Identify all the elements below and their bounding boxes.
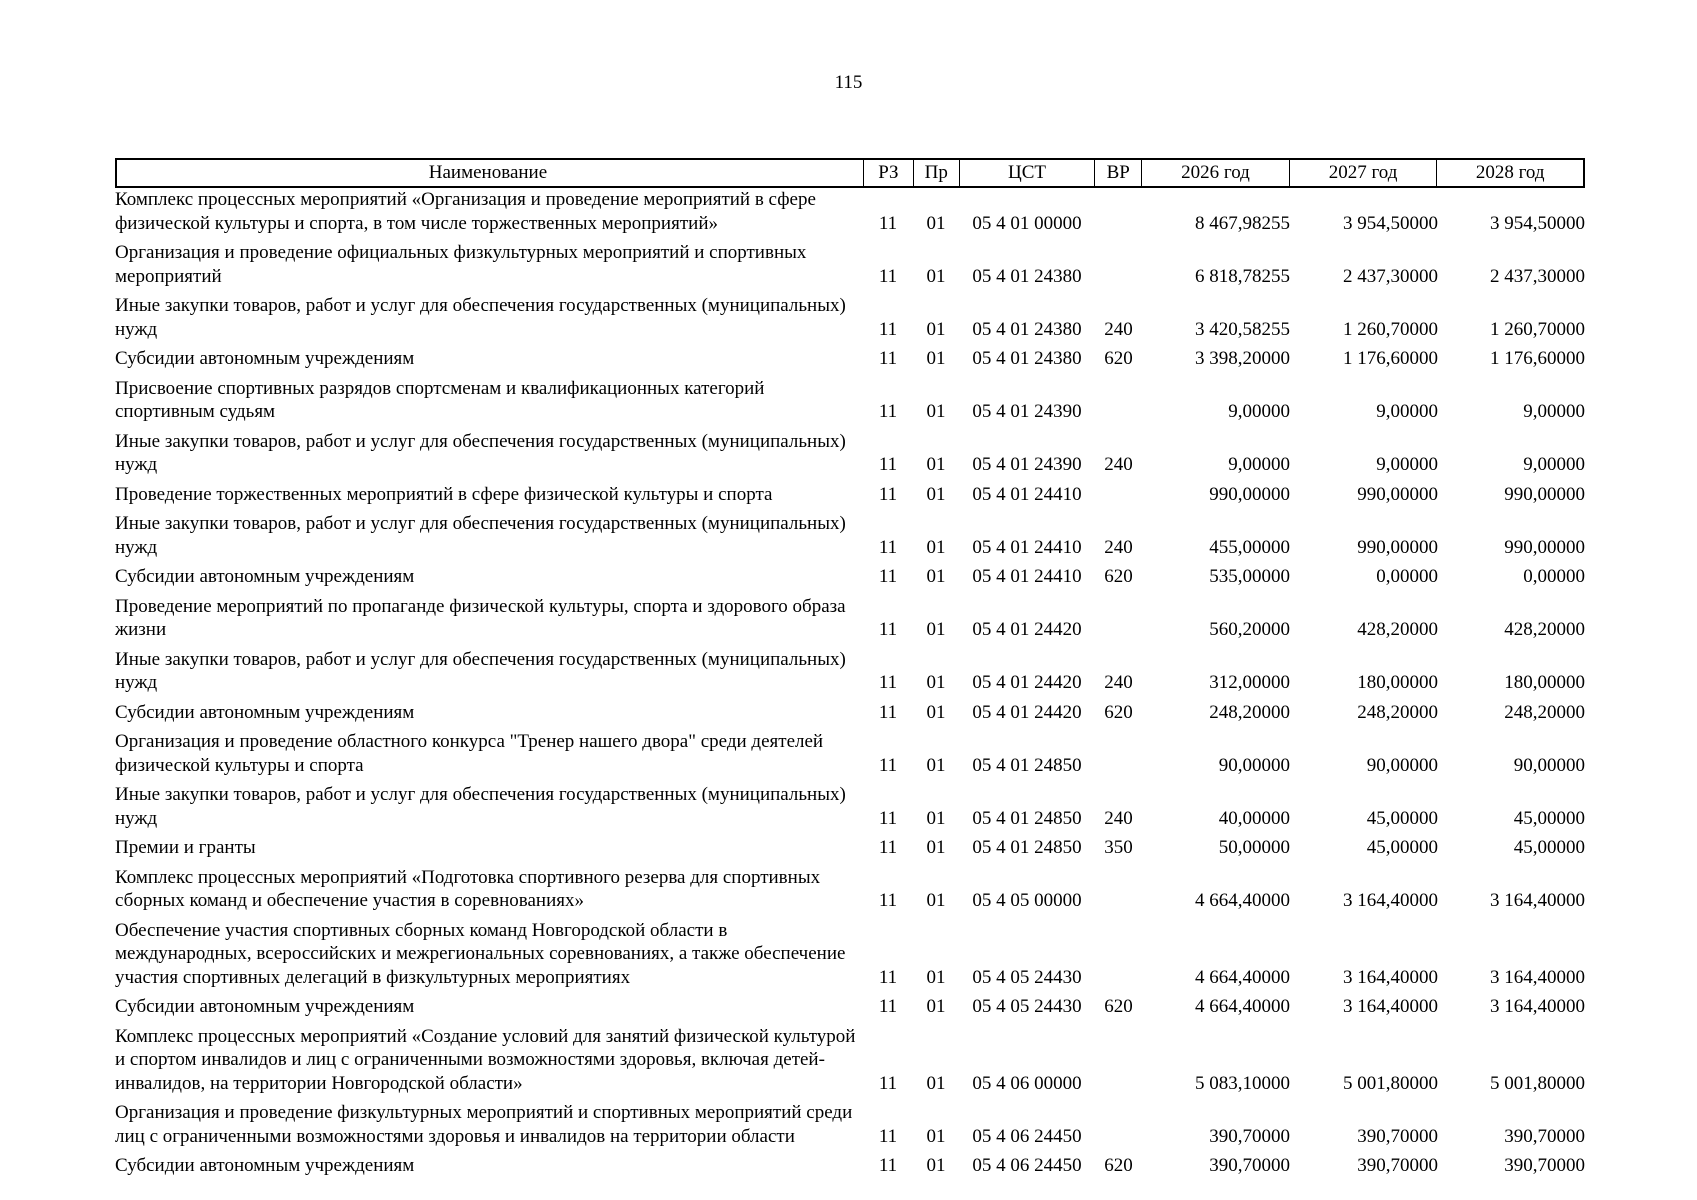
header-rz: РЗ — [863, 160, 913, 186]
row-rz: 11 — [878, 701, 898, 723]
row-value-2028: 390,70000 — [1504, 1125, 1585, 1147]
row-value-2027: 45,00000 — [1366, 837, 1438, 858]
row-name: Иные закупки товаров, работ и услуг для обеспечения государственных (муниципальных) нужд — [115, 784, 846, 829]
row-value-2028: 1 260,70000 — [1490, 318, 1585, 340]
table-row — [115, 836, 1585, 866]
table-header — [115, 158, 1585, 188]
table-row — [115, 1101, 1585, 1154]
row-rz: 11 — [878, 212, 898, 234]
table-row — [115, 188, 1585, 241]
row-cst: 05 4 01 24410 — [972, 536, 1082, 558]
table-row — [115, 512, 1585, 565]
row-cst: 05 4 01 24420 — [972, 701, 1082, 723]
header-vr: ВР — [1094, 160, 1141, 186]
row-value-2026: 312,00000 — [1209, 672, 1290, 693]
row-pr: 01 — [926, 1125, 946, 1147]
table-body — [115, 188, 1585, 1184]
row-cst: 05 4 01 24410 — [972, 566, 1082, 587]
row-value-2027: 3 954,50000 — [1343, 212, 1438, 234]
row-vr: 240 — [1104, 454, 1133, 475]
table-row — [115, 241, 1585, 294]
row-rz: 11 — [878, 401, 898, 422]
row-value-2026: 9,00000 — [1228, 454, 1290, 475]
header-cst: ЦСТ — [959, 160, 1095, 186]
row-value-2028: 1 176,60000 — [1490, 348, 1585, 369]
row-value-2027: 990,00000 — [1357, 536, 1438, 558]
row-cst: 05 4 06 24450 — [972, 1155, 1082, 1176]
row-cst: 05 4 05 24430 — [972, 996, 1082, 1017]
row-vr: 620 — [1104, 701, 1133, 723]
row-rz: 11 — [878, 483, 898, 505]
row-cst: 05 4 01 24850 — [972, 807, 1082, 829]
row-value-2028: 990,00000 — [1504, 536, 1585, 558]
row-cst: 05 4 01 24850 — [972, 754, 1082, 776]
table-row — [115, 866, 1585, 919]
row-rz: 11 — [878, 807, 898, 829]
row-value-2028: 248,20000 — [1504, 701, 1585, 723]
row-value-2028: 0,00000 — [1523, 566, 1585, 587]
row-value-2028: 428,20000 — [1504, 619, 1585, 640]
row-name: Премии и гранты — [115, 837, 256, 858]
row-value-2028: 2 437,30000 — [1490, 265, 1585, 287]
row-value-2026: 6 818,78255 — [1195, 265, 1290, 287]
header-2028: 2028 год — [1436, 160, 1583, 186]
header-name: Наименование — [428, 162, 548, 183]
row-value-2028: 3 164,40000 — [1490, 890, 1585, 911]
row-name: Иные закупки товаров, работ и услуг для обеспечения государственных (муниципальных) нужд — [115, 430, 846, 475]
row-name: Комплекс процессных мероприятий «Подготовка спортивного резерва для спортивных сборных команд и обеспечение участия в соревнованиях» — [115, 866, 821, 911]
row-rz: 11 — [878, 996, 898, 1017]
header-pr: Пр — [913, 160, 959, 186]
row-value-2026: 990,00000 — [1209, 483, 1290, 505]
row-rz: 11 — [878, 318, 898, 340]
row-pr: 01 — [926, 966, 946, 988]
row-pr: 01 — [926, 890, 946, 911]
row-name: Присвоение спортивных разрядов спортсменам и квалификационных категорий спортивным судьям — [115, 377, 765, 422]
row-value-2028: 180,00000 — [1504, 672, 1585, 693]
row-vr: 240 — [1104, 318, 1133, 340]
row-pr: 01 — [926, 754, 946, 776]
row-name: Иные закупки товаров, работ и услуг для обеспечения государственных (муниципальных) нужд — [115, 648, 846, 693]
row-value-2026: 90,00000 — [1218, 754, 1290, 776]
row-rz: 11 — [878, 966, 898, 988]
row-value-2027: 2 437,30000 — [1343, 265, 1438, 287]
row-value-2027: 3 164,40000 — [1343, 890, 1438, 911]
row-name: Организация и проведение физкультурных мероприятий и спортивных мероприятий среди лиц с ограниченными возможностями здоровья и инвалидов на территории области — [115, 1102, 853, 1147]
row-pr: 01 — [926, 837, 946, 858]
row-cst: 05 4 01 24850 — [972, 837, 1082, 858]
row-value-2027: 390,70000 — [1357, 1125, 1438, 1147]
row-cst: 05 4 01 24420 — [972, 619, 1082, 640]
table-row — [115, 294, 1585, 347]
row-vr: 620 — [1104, 1155, 1133, 1176]
row-cst: 05 4 01 24420 — [972, 672, 1082, 693]
row-name: Субсидии автономным учреждениям — [115, 566, 415, 587]
row-name: Проведение торжественных мероприятий в сфере физической культуры и спорта — [115, 483, 773, 505]
row-value-2027: 428,20000 — [1357, 619, 1438, 640]
row-value-2028: 9,00000 — [1523, 454, 1585, 475]
row-name: Организация и проведение официальных физкультурных мероприятий и спортивных мероприятий — [115, 242, 807, 287]
table-row — [115, 995, 1585, 1025]
row-value-2028: 9,00000 — [1523, 401, 1585, 422]
table-row — [115, 595, 1585, 648]
row-pr: 01 — [926, 619, 946, 640]
table-row — [115, 565, 1585, 595]
row-name: Субсидии автономным учреждениям — [115, 1155, 415, 1176]
row-name: Субсидии автономным учреждениям — [115, 348, 415, 369]
row-value-2026: 8 467,98255 — [1195, 212, 1290, 234]
row-vr: 240 — [1104, 672, 1133, 693]
row-value-2027: 180,00000 — [1357, 672, 1438, 693]
row-cst: 05 4 01 24380 — [972, 318, 1082, 340]
row-pr: 01 — [926, 566, 946, 587]
row-value-2026: 535,00000 — [1209, 566, 1290, 587]
row-cst: 05 4 01 24390 — [972, 401, 1082, 422]
row-name: Субсидии автономным учреждениям — [115, 701, 415, 723]
header-2026: 2026 год — [1141, 160, 1289, 186]
row-name: Иные закупки товаров, работ и услуг для обеспечения государственных (муниципальных) нужд — [115, 513, 846, 558]
row-value-2026: 3 398,20000 — [1195, 348, 1290, 369]
page-number: 115 — [834, 72, 863, 93]
row-name: Комплекс процессных мероприятий «Организация и проведение мероприятий в сфере физической культуры и спорта, в том числе торжественных мероприятий» — [115, 189, 816, 234]
row-value-2027: 248,20000 — [1357, 701, 1438, 723]
row-pr: 01 — [926, 672, 946, 693]
row-pr: 01 — [926, 318, 946, 340]
row-rz: 11 — [878, 454, 898, 475]
row-vr: 350 — [1104, 837, 1133, 858]
table-row — [115, 1025, 1585, 1102]
row-pr: 01 — [926, 265, 946, 287]
row-rz: 11 — [878, 348, 898, 369]
row-value-2026: 390,70000 — [1209, 1125, 1290, 1147]
row-pr: 01 — [926, 1155, 946, 1176]
row-vr: 620 — [1104, 348, 1133, 369]
row-rz: 11 — [878, 1072, 898, 1094]
row-pr: 01 — [926, 348, 946, 369]
table-row — [115, 1154, 1585, 1184]
row-value-2028: 90,00000 — [1513, 754, 1585, 776]
row-value-2027: 9,00000 — [1376, 454, 1438, 475]
row-cst: 05 4 06 00000 — [972, 1072, 1082, 1094]
row-cst: 05 4 05 24430 — [972, 966, 1082, 988]
row-value-2028: 990,00000 — [1504, 483, 1585, 505]
row-value-2026: 5 083,10000 — [1195, 1072, 1290, 1094]
row-value-2027: 990,00000 — [1357, 483, 1438, 505]
row-name: Проведение мероприятий по пропаганде физической культуры, спорта и здорового образа жизни — [115, 595, 846, 640]
row-value-2027: 9,00000 — [1376, 401, 1438, 422]
row-value-2027: 3 164,40000 — [1343, 966, 1438, 988]
row-value-2026: 4 664,40000 — [1195, 996, 1290, 1017]
row-value-2028: 3 164,40000 — [1490, 996, 1585, 1017]
row-value-2027: 390,70000 — [1357, 1155, 1438, 1176]
row-rz: 11 — [878, 566, 898, 587]
row-value-2027: 1 260,70000 — [1343, 318, 1438, 340]
row-rz: 11 — [878, 536, 898, 558]
row-value-2027: 1 176,60000 — [1343, 348, 1438, 369]
table-row — [115, 430, 1585, 483]
row-name: Субсидии автономным учреждениям — [115, 996, 415, 1017]
table-row — [115, 648, 1585, 701]
table-row — [115, 919, 1585, 996]
row-value-2026: 4 664,40000 — [1195, 890, 1290, 911]
row-value-2028: 45,00000 — [1513, 837, 1585, 858]
row-value-2026: 50,00000 — [1218, 837, 1290, 858]
row-value-2026: 9,00000 — [1228, 401, 1290, 422]
row-pr: 01 — [926, 212, 946, 234]
row-name: Иные закупки товаров, работ и услуг для обеспечения государственных (муниципальных) нужд — [115, 295, 846, 340]
row-value-2026: 4 664,40000 — [1195, 966, 1290, 988]
row-pr: 01 — [926, 701, 946, 723]
row-cst: 05 4 01 24380 — [972, 265, 1082, 287]
row-name: Комплекс процессных мероприятий «Создание условий для занятий физической культурой и спортом инвалидов и лиц с ограниченными возможностями здоровья, включая детей-инвалидов, на территории Новгородской области» — [115, 1025, 856, 1094]
row-pr: 01 — [926, 401, 946, 422]
table-row — [115, 377, 1585, 430]
row-value-2028: 3 954,50000 — [1490, 212, 1585, 234]
table-row — [115, 783, 1585, 836]
header-2027: 2027 год — [1289, 160, 1437, 186]
table-row — [115, 701, 1585, 731]
row-pr: 01 — [926, 536, 946, 558]
row-cst: 05 4 01 00000 — [972, 212, 1082, 234]
row-vr: 240 — [1104, 536, 1133, 558]
row-value-2026: 3 420,58255 — [1195, 318, 1290, 340]
budget-table — [115, 158, 1585, 1184]
row-cst: 05 4 01 24410 — [972, 483, 1082, 505]
row-pr: 01 — [926, 1072, 946, 1094]
row-value-2027: 5 001,80000 — [1343, 1072, 1438, 1094]
table-row — [115, 483, 1585, 513]
row-value-2028: 5 001,80000 — [1490, 1072, 1585, 1094]
row-name: Обеспечение участия спортивных сборных команд Новгородской области в международных, всероссийских и межрегиональных соревнованиях, а также обеспечение участия спортивных делегаций в физкультурных мероприятиях — [115, 919, 846, 988]
row-pr: 01 — [926, 454, 946, 475]
row-value-2026: 40,00000 — [1218, 807, 1290, 829]
row-value-2027: 45,00000 — [1366, 807, 1438, 829]
row-vr: 240 — [1104, 807, 1133, 829]
row-value-2026: 455,00000 — [1209, 536, 1290, 558]
row-value-2028: 390,70000 — [1504, 1155, 1585, 1176]
row-vr: 620 — [1104, 566, 1133, 587]
row-value-2027: 0,00000 — [1376, 566, 1438, 587]
row-pr: 01 — [926, 996, 946, 1017]
row-name: Организация и проведение областного конкурса "Тренер нашего двора" среди деятелей физической культуры и спорта — [115, 731, 824, 776]
table-row — [115, 347, 1585, 377]
row-rz: 11 — [878, 837, 898, 858]
row-value-2026: 390,70000 — [1209, 1155, 1290, 1176]
row-cst: 05 4 06 24450 — [972, 1125, 1082, 1147]
row-cst: 05 4 01 24390 — [972, 454, 1082, 475]
row-cst: 05 4 05 00000 — [972, 890, 1082, 911]
row-value-2026: 560,20000 — [1209, 619, 1290, 640]
row-value-2026: 248,20000 — [1209, 701, 1290, 723]
row-value-2028: 3 164,40000 — [1490, 966, 1585, 988]
table-row — [115, 730, 1585, 783]
row-rz: 11 — [878, 265, 898, 287]
row-rz: 11 — [878, 1155, 898, 1176]
row-cst: 05 4 01 24380 — [972, 348, 1082, 369]
row-value-2027: 3 164,40000 — [1343, 996, 1438, 1017]
row-rz: 11 — [878, 1125, 898, 1147]
row-rz: 11 — [878, 672, 898, 693]
row-pr: 01 — [926, 807, 946, 829]
row-rz: 11 — [878, 619, 898, 640]
row-pr: 01 — [926, 483, 946, 505]
row-rz: 11 — [878, 890, 898, 911]
row-rz: 11 — [878, 754, 898, 776]
row-value-2028: 45,00000 — [1513, 807, 1585, 829]
row-value-2027: 90,00000 — [1366, 754, 1438, 776]
row-vr: 620 — [1104, 996, 1133, 1017]
